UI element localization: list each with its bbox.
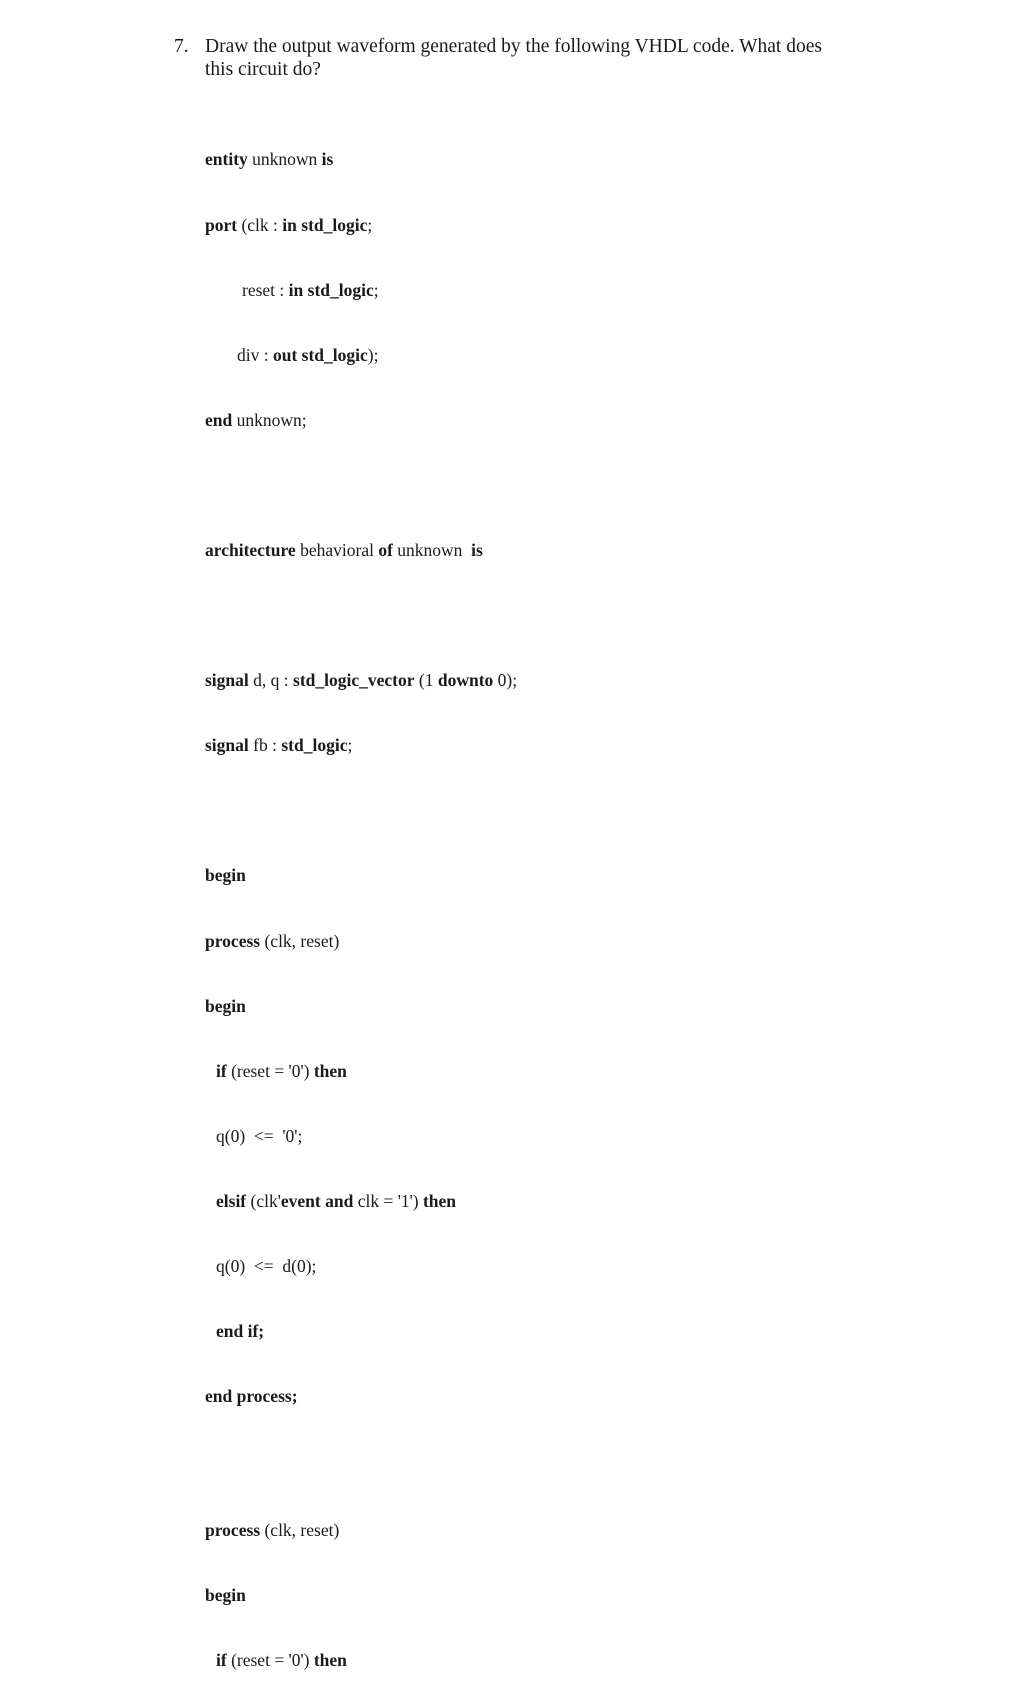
code-line-end-process xyxy=(205,1386,517,1408)
code-line-signal-fb xyxy=(205,735,517,757)
code-line-end-if xyxy=(205,1321,517,1343)
code-line-architecture xyxy=(205,540,517,562)
question-number: 7. xyxy=(174,36,189,57)
code-text: behavioral xyxy=(295,539,379,560)
keyword: end if; xyxy=(216,1321,265,1342)
code-text: unknown xyxy=(247,149,322,170)
keyword: std_logic_vector xyxy=(293,670,415,691)
keyword: begin xyxy=(205,1584,246,1605)
keyword: is xyxy=(471,539,483,560)
keyword: in xyxy=(282,214,297,235)
code-text: (1 xyxy=(414,670,438,691)
code-line-process-begin xyxy=(205,996,517,1018)
keyword: then xyxy=(422,1190,457,1211)
keyword: std_logic xyxy=(281,735,348,756)
keyword: elsif xyxy=(216,1190,247,1211)
code-text: clk = '1') xyxy=(353,1190,423,1211)
blank-line xyxy=(205,475,517,497)
keyword: std_logic xyxy=(307,279,374,300)
keyword: if xyxy=(216,1060,227,1081)
code-line-end-entity xyxy=(205,410,517,432)
code-line-if-reset-2 xyxy=(205,1650,517,1672)
keyword: entity xyxy=(205,149,248,170)
keyword: then xyxy=(313,1649,347,1670)
code-text: (clk' xyxy=(246,1190,281,1211)
keyword: out xyxy=(272,344,298,365)
question-text: Draw the output waveform generated by the following VHDL code. What does this circuit do? xyxy=(205,36,822,80)
keyword: if xyxy=(216,1649,227,1670)
code-text: d, q : xyxy=(248,670,294,691)
vhdl-code-block xyxy=(205,106,517,1693)
keyword: end process; xyxy=(205,1386,298,1407)
code-line-port xyxy=(205,215,517,237)
keyword: process xyxy=(205,1519,261,1540)
keyword: std_logic xyxy=(301,214,368,235)
code-line-process-2 xyxy=(205,1520,517,1542)
code-text: (reset = '0') xyxy=(226,1060,314,1081)
code-text: unknown xyxy=(392,539,472,560)
code-text: (clk : xyxy=(237,214,283,235)
keyword: signal xyxy=(205,670,249,691)
keyword: then xyxy=(313,1060,347,1081)
keyword: in xyxy=(288,279,304,300)
code-text: reset : xyxy=(242,279,289,300)
code-text: fb : xyxy=(248,735,282,756)
keyword: architecture xyxy=(205,539,296,560)
code-line-div-port xyxy=(205,345,517,367)
blank-line xyxy=(205,605,517,627)
code-text: 0); xyxy=(493,670,518,691)
code-text: div : xyxy=(237,344,273,365)
code-line-if-reset xyxy=(205,1061,517,1083)
keyword: begin xyxy=(205,995,246,1016)
keyword: process xyxy=(205,930,261,951)
keyword: of xyxy=(378,539,393,560)
code-line-process xyxy=(205,931,517,953)
code-line-process-2-begin xyxy=(205,1585,517,1607)
code-line-elsif xyxy=(205,1191,517,1213)
code-line-signal-dq xyxy=(205,670,517,692)
code-text: (reset = '0') xyxy=(226,1649,314,1670)
blank-line xyxy=(205,800,517,822)
code-line-q-assign xyxy=(205,1256,517,1278)
keyword: std_logic xyxy=(301,344,368,365)
code-text: q(0) <= d(0); xyxy=(216,1256,317,1276)
keyword: and xyxy=(325,1190,354,1211)
keyword: downto xyxy=(437,670,494,691)
code-line-entity xyxy=(205,149,517,171)
code-text: (clk, reset) xyxy=(260,1519,340,1540)
code-line-begin xyxy=(205,865,517,887)
keyword: is xyxy=(321,149,334,170)
code-text: ; xyxy=(373,279,379,300)
keyword: port xyxy=(205,214,238,235)
code-text: ; xyxy=(367,214,373,235)
code-text: unknown; xyxy=(232,409,307,430)
code-text: (clk, reset) xyxy=(260,930,340,951)
keyword: signal xyxy=(205,735,249,756)
code-text: q(0) <= '0'; xyxy=(216,1125,303,1146)
keyword: event xyxy=(280,1190,321,1211)
keyword: begin xyxy=(205,865,246,886)
blank-line xyxy=(205,1451,517,1476)
keyword: end xyxy=(205,409,233,430)
code-text: ); xyxy=(367,344,379,365)
code-line-q-reset xyxy=(205,1126,517,1148)
code-line-reset-port xyxy=(205,280,517,302)
code-text: ; xyxy=(347,735,353,756)
